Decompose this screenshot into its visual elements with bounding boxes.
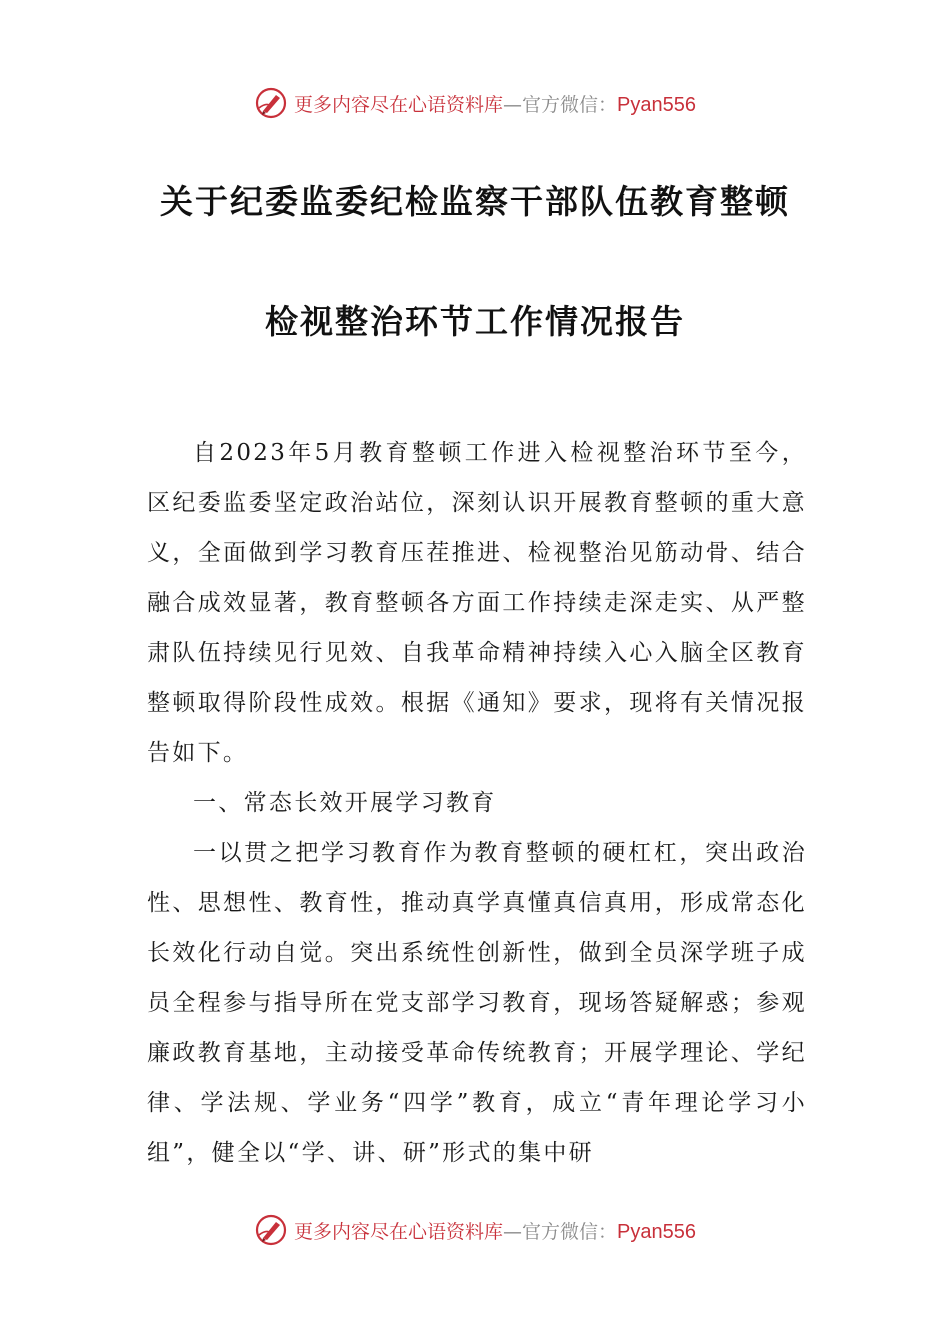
watermark-id-text: Pyan556: [617, 93, 696, 116]
watermark-gray-text: —官方微信：: [503, 1220, 618, 1243]
watermark-red-text: 更多内容尽在心语资料库: [294, 1220, 504, 1243]
document-title-line-1: 关于纪委监委纪检监察干部队伍教育整顿: [160, 182, 790, 221]
pen-logo-icon: [254, 86, 288, 120]
pen-logo-icon: [254, 1213, 288, 1247]
watermark-red-text: 更多内容尽在心语资料库: [294, 93, 504, 116]
footer-watermark: [0, 1210, 950, 1250]
section-heading-1: 一、常态长效开展学习教育: [193, 790, 497, 816]
watermark-text: [294, 1217, 696, 1244]
paragraph-intro: 自2023年5月教育整顿工作进入检视整治环节至今，区纪委监委坚定政治站位，深刻认识开展教育整顿的重大意义，全面做到学习教育压茬推进、检视整治见筋动骨、结合融合成效显著，教育整顿各方面工作持续走深走实、从严整肃队伍持续见行见效、自我革命精神持续入心入脑全区教育整顿取得阶段性成效。根据《通知》要求，现将有关情况报告如下。: [147, 440, 807, 766]
watermark-gray-text: —官方微信：: [503, 93, 618, 116]
document-body: [147, 428, 807, 1178]
document-title-line-2: 检视整治环节工作情况报告: [265, 302, 685, 341]
paragraph-section-1: 一以贯之把学习教育作为教育整顿的硬杠杠，突出政治性、思想性、教育性，推动真学真懂真信真用，形成常态化长效化行动自觉。突出系统性创新性，做到全员深学班子成员全程参与指导所在党支部学习教育，现场答疑解惑；参观廉政教育基地，主动接受革命传统教育；开展学理论、学纪律、学法规、学业务“四学”教育，成立“青年理论学习小组”，健全以“学、讲、研”形式的集中研: [147, 840, 807, 1166]
watermark-id-text: Pyan556: [617, 1220, 696, 1243]
watermark-text: [294, 90, 696, 117]
header-watermark: [0, 83, 950, 123]
